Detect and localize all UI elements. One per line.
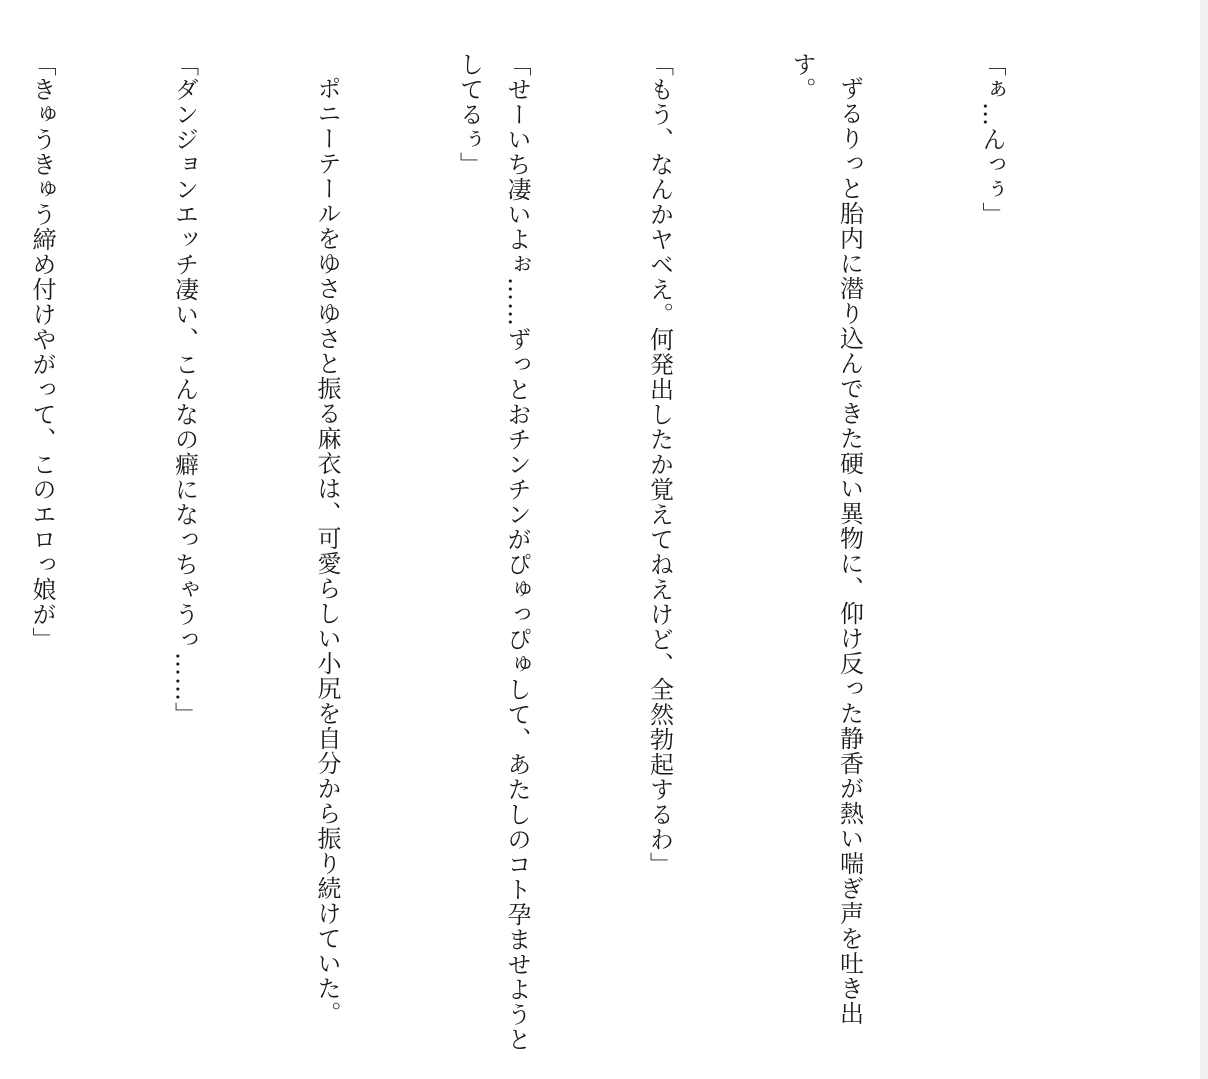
text-line: ポニーテールをゆさゆさと振る麻衣は、可愛らしい小尻を自分から振り続けていた。 bbox=[313, 76, 341, 1026]
text-line: 「せーいち凄いよぉ……ずっとおチンチンがぴゅっぴゅして、あたしのコト孕ませようとしてるぅ」 bbox=[455, 52, 531, 1052]
text-line: 「ダンジョンエッチ凄い、こんなの癖になっちゃうっ……」 bbox=[170, 52, 199, 727]
text-line: 「きゅうきゅう締め付けやがって、このエロっ娘が」 bbox=[28, 52, 56, 652]
text-line: ずるりっと胎内に潜り込んできた硬い異物に、仰け反った静香が熱い喘ぎ声を吐き出す。 bbox=[788, 52, 864, 1026]
scrollbar[interactable] bbox=[1200, 0, 1208, 1079]
vertical-text-body bbox=[30, 52, 1110, 1052]
text-line: 「ぁ…んっぅ」 bbox=[978, 52, 1006, 227]
text-line: 「もう、なんかヤベえ。何発出したか覚えてねえけど、全然勃起するわ」 bbox=[645, 52, 674, 877]
